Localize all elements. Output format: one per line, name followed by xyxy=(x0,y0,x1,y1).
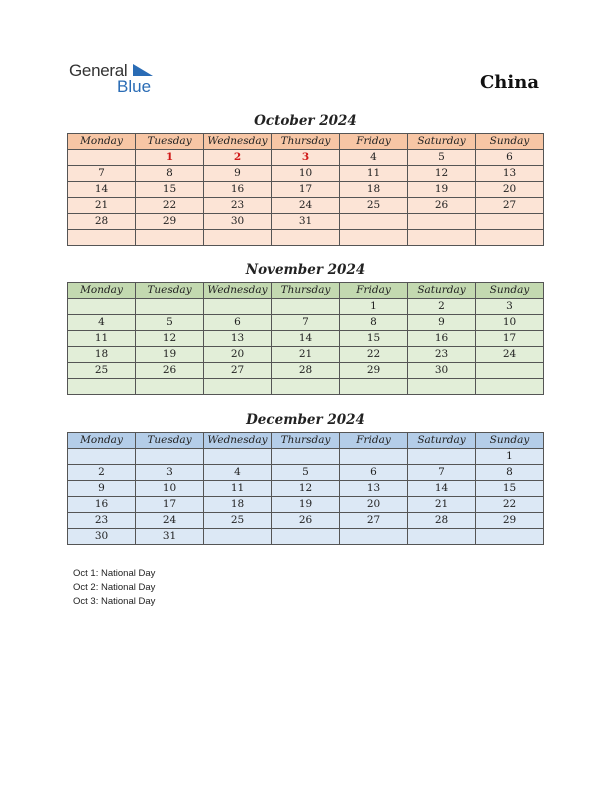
empty-day-cell xyxy=(272,379,340,395)
day-cell: 13 xyxy=(340,481,408,497)
day-cell: 3 xyxy=(476,299,544,315)
day-cell: 27 xyxy=(340,513,408,529)
day-cell: 1 xyxy=(340,299,408,315)
day-cell: 17 xyxy=(476,331,544,347)
day-cell: 23 xyxy=(408,347,476,363)
calendar-december xyxy=(67,432,544,545)
empty-day-cell xyxy=(408,230,476,246)
day-cell: 18 xyxy=(204,497,272,513)
day-cell: 6 xyxy=(204,315,272,331)
country-title: China xyxy=(479,72,539,93)
weekday-header: Wednesday xyxy=(204,134,272,150)
day-cell: 4 xyxy=(204,465,272,481)
weekday-header: Friday xyxy=(340,283,408,299)
empty-day-cell xyxy=(272,529,340,545)
week-row xyxy=(68,182,544,198)
day-cell: 30 xyxy=(204,214,272,230)
day-cell: 1 xyxy=(136,150,204,166)
day-cell: 26 xyxy=(408,198,476,214)
day-cell: 4 xyxy=(68,315,136,331)
day-cell: 14 xyxy=(68,182,136,198)
calendar-october xyxy=(67,133,544,246)
day-cell: 16 xyxy=(408,331,476,347)
empty-day-cell xyxy=(136,299,204,315)
day-cell: 12 xyxy=(136,331,204,347)
weekday-header: Monday xyxy=(68,433,136,449)
day-cell: 23 xyxy=(68,513,136,529)
day-cell: 9 xyxy=(204,166,272,182)
month-title-october: October 2024 xyxy=(254,113,357,129)
day-cell: 10 xyxy=(136,481,204,497)
day-cell: 3 xyxy=(272,150,340,166)
day-cell: 24 xyxy=(136,513,204,529)
day-cell: 5 xyxy=(272,465,340,481)
day-cell: 15 xyxy=(340,331,408,347)
day-cell: 22 xyxy=(136,198,204,214)
day-cell: 12 xyxy=(408,166,476,182)
logo-text-general: General xyxy=(69,61,128,80)
week-row xyxy=(68,150,544,166)
week-row xyxy=(68,363,544,379)
empty-day-cell xyxy=(136,230,204,246)
empty-day-cell xyxy=(136,449,204,465)
empty-day-cell xyxy=(476,363,544,379)
day-cell: 19 xyxy=(272,497,340,513)
day-cell: 30 xyxy=(68,529,136,545)
empty-day-cell xyxy=(476,214,544,230)
day-cell: 15 xyxy=(476,481,544,497)
empty-day-cell xyxy=(340,449,408,465)
empty-day-cell xyxy=(68,299,136,315)
day-cell: 8 xyxy=(136,166,204,182)
day-cell: 24 xyxy=(476,347,544,363)
week-row xyxy=(68,529,544,545)
empty-day-cell xyxy=(408,379,476,395)
weekday-header: Thursday xyxy=(272,134,340,150)
empty-day-cell xyxy=(68,379,136,395)
empty-day-cell xyxy=(340,230,408,246)
empty-day-cell xyxy=(408,449,476,465)
holiday-note: Oct 2: National Day xyxy=(73,582,156,593)
week-row xyxy=(68,465,544,481)
day-cell: 21 xyxy=(272,347,340,363)
day-cell: 11 xyxy=(204,481,272,497)
day-cell: 25 xyxy=(340,198,408,214)
day-cell: 7 xyxy=(272,315,340,331)
weekday-header: Saturday xyxy=(408,433,476,449)
empty-day-cell xyxy=(204,230,272,246)
empty-day-cell xyxy=(204,299,272,315)
month-title-november: November 2024 xyxy=(245,262,366,278)
day-cell: 9 xyxy=(408,315,476,331)
day-cell: 30 xyxy=(408,363,476,379)
weekday-header-row xyxy=(68,134,544,150)
day-cell: 6 xyxy=(476,150,544,166)
empty-day-cell xyxy=(68,449,136,465)
day-cell: 11 xyxy=(68,331,136,347)
day-cell: 5 xyxy=(408,150,476,166)
weekday-header-row xyxy=(68,433,544,449)
weekday-header: Thursday xyxy=(272,433,340,449)
weekday-header: Friday xyxy=(340,134,408,150)
day-cell: 14 xyxy=(408,481,476,497)
week-row xyxy=(68,315,544,331)
week-row xyxy=(68,513,544,529)
weekday-header: Monday xyxy=(68,134,136,150)
empty-day-cell xyxy=(68,150,136,166)
day-cell: 25 xyxy=(68,363,136,379)
day-cell: 27 xyxy=(476,198,544,214)
weekday-header: Tuesday xyxy=(136,134,204,150)
day-cell: 17 xyxy=(272,182,340,198)
day-cell: 21 xyxy=(408,497,476,513)
empty-day-cell xyxy=(408,529,476,545)
week-row xyxy=(68,497,544,513)
day-cell: 12 xyxy=(272,481,340,497)
empty-day-cell xyxy=(476,230,544,246)
day-cell: 22 xyxy=(476,497,544,513)
day-cell: 20 xyxy=(340,497,408,513)
empty-day-cell xyxy=(204,379,272,395)
day-cell: 23 xyxy=(204,198,272,214)
logo xyxy=(69,61,159,97)
day-cell: 7 xyxy=(68,166,136,182)
weekday-header: Thursday xyxy=(272,283,340,299)
weekday-header: Wednesday xyxy=(204,283,272,299)
day-cell: 2 xyxy=(68,465,136,481)
day-cell: 4 xyxy=(340,150,408,166)
empty-day-cell xyxy=(340,379,408,395)
empty-day-cell xyxy=(476,529,544,545)
day-cell: 6 xyxy=(340,465,408,481)
day-cell: 26 xyxy=(272,513,340,529)
day-cell: 2 xyxy=(408,299,476,315)
month-title-december: December 2024 xyxy=(246,412,365,428)
week-row xyxy=(68,379,544,395)
weekday-header: Sunday xyxy=(476,134,544,150)
day-cell: 13 xyxy=(204,331,272,347)
day-cell: 18 xyxy=(340,182,408,198)
day-cell: 10 xyxy=(476,315,544,331)
holiday-note: Oct 3: National Day xyxy=(73,596,156,607)
week-row xyxy=(68,166,544,182)
week-row xyxy=(68,230,544,246)
day-cell: 28 xyxy=(408,513,476,529)
empty-day-cell xyxy=(272,449,340,465)
week-row xyxy=(68,331,544,347)
day-cell: 29 xyxy=(340,363,408,379)
day-cell: 15 xyxy=(136,182,204,198)
day-cell: 14 xyxy=(272,331,340,347)
day-cell: 16 xyxy=(204,182,272,198)
empty-day-cell xyxy=(272,230,340,246)
week-row xyxy=(68,214,544,230)
day-cell: 29 xyxy=(136,214,204,230)
day-cell: 3 xyxy=(136,465,204,481)
day-cell: 5 xyxy=(136,315,204,331)
day-cell: 25 xyxy=(204,513,272,529)
day-cell: 26 xyxy=(136,363,204,379)
day-cell: 10 xyxy=(272,166,340,182)
week-row xyxy=(68,198,544,214)
day-cell: 11 xyxy=(340,166,408,182)
day-cell: 27 xyxy=(204,363,272,379)
week-row xyxy=(68,481,544,497)
empty-day-cell xyxy=(136,379,204,395)
day-cell: 31 xyxy=(272,214,340,230)
holiday-notes xyxy=(73,567,155,609)
weekday-header: Friday xyxy=(340,433,408,449)
day-cell: 8 xyxy=(476,465,544,481)
week-row xyxy=(68,449,544,465)
logo-triangle-icon xyxy=(133,63,155,77)
empty-day-cell xyxy=(340,214,408,230)
day-cell: 28 xyxy=(68,214,136,230)
empty-day-cell xyxy=(408,214,476,230)
day-cell: 13 xyxy=(476,166,544,182)
weekday-header: Saturday xyxy=(408,283,476,299)
day-cell: 2 xyxy=(204,150,272,166)
day-cell: 21 xyxy=(68,198,136,214)
day-cell: 20 xyxy=(476,182,544,198)
day-cell: 31 xyxy=(136,529,204,545)
weekday-header: Tuesday xyxy=(136,283,204,299)
logo-text-blue: Blue xyxy=(117,77,152,96)
empty-day-cell xyxy=(204,529,272,545)
weekday-header: Saturday xyxy=(408,134,476,150)
weekday-header: Tuesday xyxy=(136,433,204,449)
week-row xyxy=(68,299,544,315)
day-cell: 7 xyxy=(408,465,476,481)
weekday-header: Sunday xyxy=(476,283,544,299)
weekday-header: Wednesday xyxy=(204,433,272,449)
day-cell: 1 xyxy=(476,449,544,465)
day-cell: 17 xyxy=(136,497,204,513)
weekday-header: Monday xyxy=(68,283,136,299)
day-cell: 8 xyxy=(340,315,408,331)
day-cell: 24 xyxy=(272,198,340,214)
day-cell: 28 xyxy=(272,363,340,379)
empty-day-cell xyxy=(272,299,340,315)
day-cell: 19 xyxy=(136,347,204,363)
empty-day-cell xyxy=(68,230,136,246)
day-cell: 19 xyxy=(408,182,476,198)
weekday-header-row xyxy=(68,283,544,299)
week-row xyxy=(68,347,544,363)
weekday-header: Sunday xyxy=(476,433,544,449)
day-cell: 29 xyxy=(476,513,544,529)
empty-day-cell xyxy=(340,529,408,545)
day-cell: 9 xyxy=(68,481,136,497)
empty-day-cell xyxy=(476,379,544,395)
holiday-note: Oct 1: National Day xyxy=(73,568,156,579)
empty-day-cell xyxy=(204,449,272,465)
day-cell: 22 xyxy=(340,347,408,363)
day-cell: 20 xyxy=(204,347,272,363)
calendar-november xyxy=(67,282,544,395)
day-cell: 16 xyxy=(68,497,136,513)
day-cell: 18 xyxy=(68,347,136,363)
